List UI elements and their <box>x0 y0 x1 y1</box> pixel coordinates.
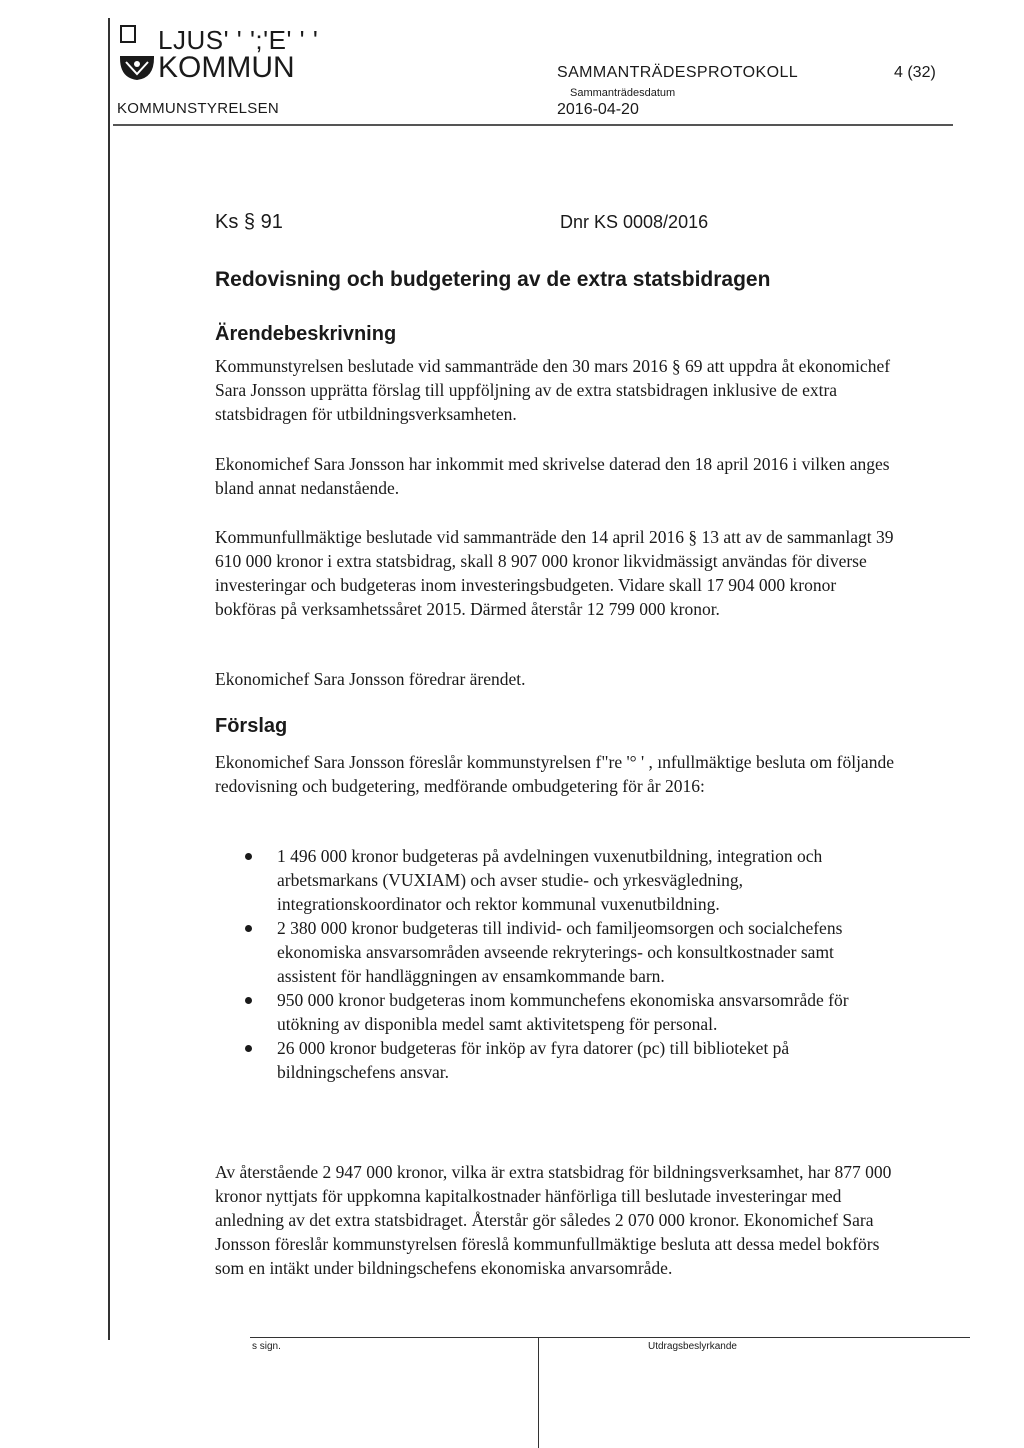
bullet-icon <box>245 997 252 1004</box>
registration-number: Dnr KS 0008/2016 <box>560 212 709 232</box>
bullet-icon <box>245 925 252 932</box>
municipality-crest-icon <box>117 20 157 82</box>
bullet-icon <box>245 853 252 860</box>
footer-divider <box>250 1337 970 1338</box>
description-paragraph: Kommunfullmäktige beslutade vid sammanträde den 14 april 2016 § 13 att av de sammanlagt 39 610 000 kronor i extra statsbidrag, skall 8 907 000 kronor likvidmässigt användas för diverse investeringar och budgeteras inom investeringsbudgeten. Vidare skall 17 904 000 kronor bokföras på verksamhetssåret 2015. Därmed återstår 12 799 000 kronor. <box>215 527 894 619</box>
list-item-text: 1 496 000 kronor budgeteras på avdelningen vuxenutbildning, integration och arbetsmarkans (VUXIAM) och avser studie- och yrkesvägledning, integrationskoordinator och rektor kommunal vuxenutbildning. <box>277 846 823 914</box>
description-heading: Ärendebeskrivning <box>215 323 397 345</box>
list-item <box>215 916 895 988</box>
list-item <box>215 844 895 916</box>
description-paragraph: Ekonomichef Sara Jonsson föredrar ärendet. <box>215 669 526 689</box>
proposal-intro: Ekonomichef Sara Jonsson föreslår kommunstyrelsen f"re '° ' , ınfullmäktige besluta om följande redovisning och budgetering, medförande ombudgetering för år 2016: <box>215 752 894 796</box>
board-name: KOMMUNSTYRELSEN <box>117 100 280 117</box>
description-paragraph: Ekonomichef Sara Jonsson har inkommit med skrivelse daterad den 18 april 2016 i vilken anges bland annat nedanstående. <box>215 454 890 498</box>
document-title: SAMMANTRÄDESPROTOKOLL <box>557 64 799 81</box>
list-item <box>215 1036 895 1084</box>
proposal-heading: Förslag <box>215 715 288 737</box>
bullet-icon <box>245 1045 252 1052</box>
paragraph-reference: Ks § 91 <box>215 211 283 233</box>
meeting-date-label: Sammanträdesdatum <box>570 87 676 99</box>
list-item-text: 2 380 000 kronor budgeteras till individ- och familjeomsorgen och socialchefens ekonomiska ansvarsområden avseende rekryterings- och konsultkostnader samt assistent för handläggningen av ensamkommande barn. <box>277 918 843 986</box>
budget-list <box>215 844 895 1084</box>
list-item-text: 26 000 kronor budgeteras för inköp av fyra datorer (pc) till biblioteket på bildningschefens ansvar. <box>277 1038 790 1082</box>
logo-text-kommun: KOMMUN <box>158 51 295 84</box>
meeting-date: 2016-04-20 <box>557 101 639 118</box>
left-margin-rule <box>108 18 110 1340</box>
list-item-text: 950 000 kronor budgeteras inom kommunchefens ekonomiska ansvarsområde för utökning av disponibla medel samt aktivitetspeng för personal. <box>277 990 849 1034</box>
logo-text-municipality: LJUS' ' ';'E' ' ' <box>158 25 319 55</box>
header-divider <box>113 124 953 126</box>
description-paragraph: Kommunstyrelsen beslutade vid sammanträde den 30 mars 2016 § 69 att uppdra åt ekonomichef Sara Jonsson upprätta förslag till uppföljning av de extra statsbidragen inklusive de extra statsbidragen för utbildningsverksamheten. <box>215 356 891 424</box>
list-item <box>215 988 895 1036</box>
signature-label: s sign. <box>252 1341 281 1352</box>
page-number: 4 (32) <box>894 64 936 81</box>
extract-certification-label: Utdragsbeslyrkande <box>648 1341 737 1352</box>
proposal-closing: Av återstående 2 947 000 kronor, vilka är extra statsbidrag för bildningsverksamhet, har 877 000 kronor nyttjats för uppkomna kapitalkostnader hänförliga till beslutade investeringar med anledning av det extra statsbidraget. Återstår gör således 2 070 000 kronor. Ekonomichef Sara Jonsson föreslår kommunstyrelsen föreslå kommunfullmäktige besluta att dessa medel bokförs som en intäkt under bildningschefens ekonomiska anvarsområde. <box>215 1162 892 1278</box>
case-subject: Redovisning och budgetering av de extra statsbidragen <box>215 268 771 291</box>
footer-column-divider <box>538 1337 539 1448</box>
